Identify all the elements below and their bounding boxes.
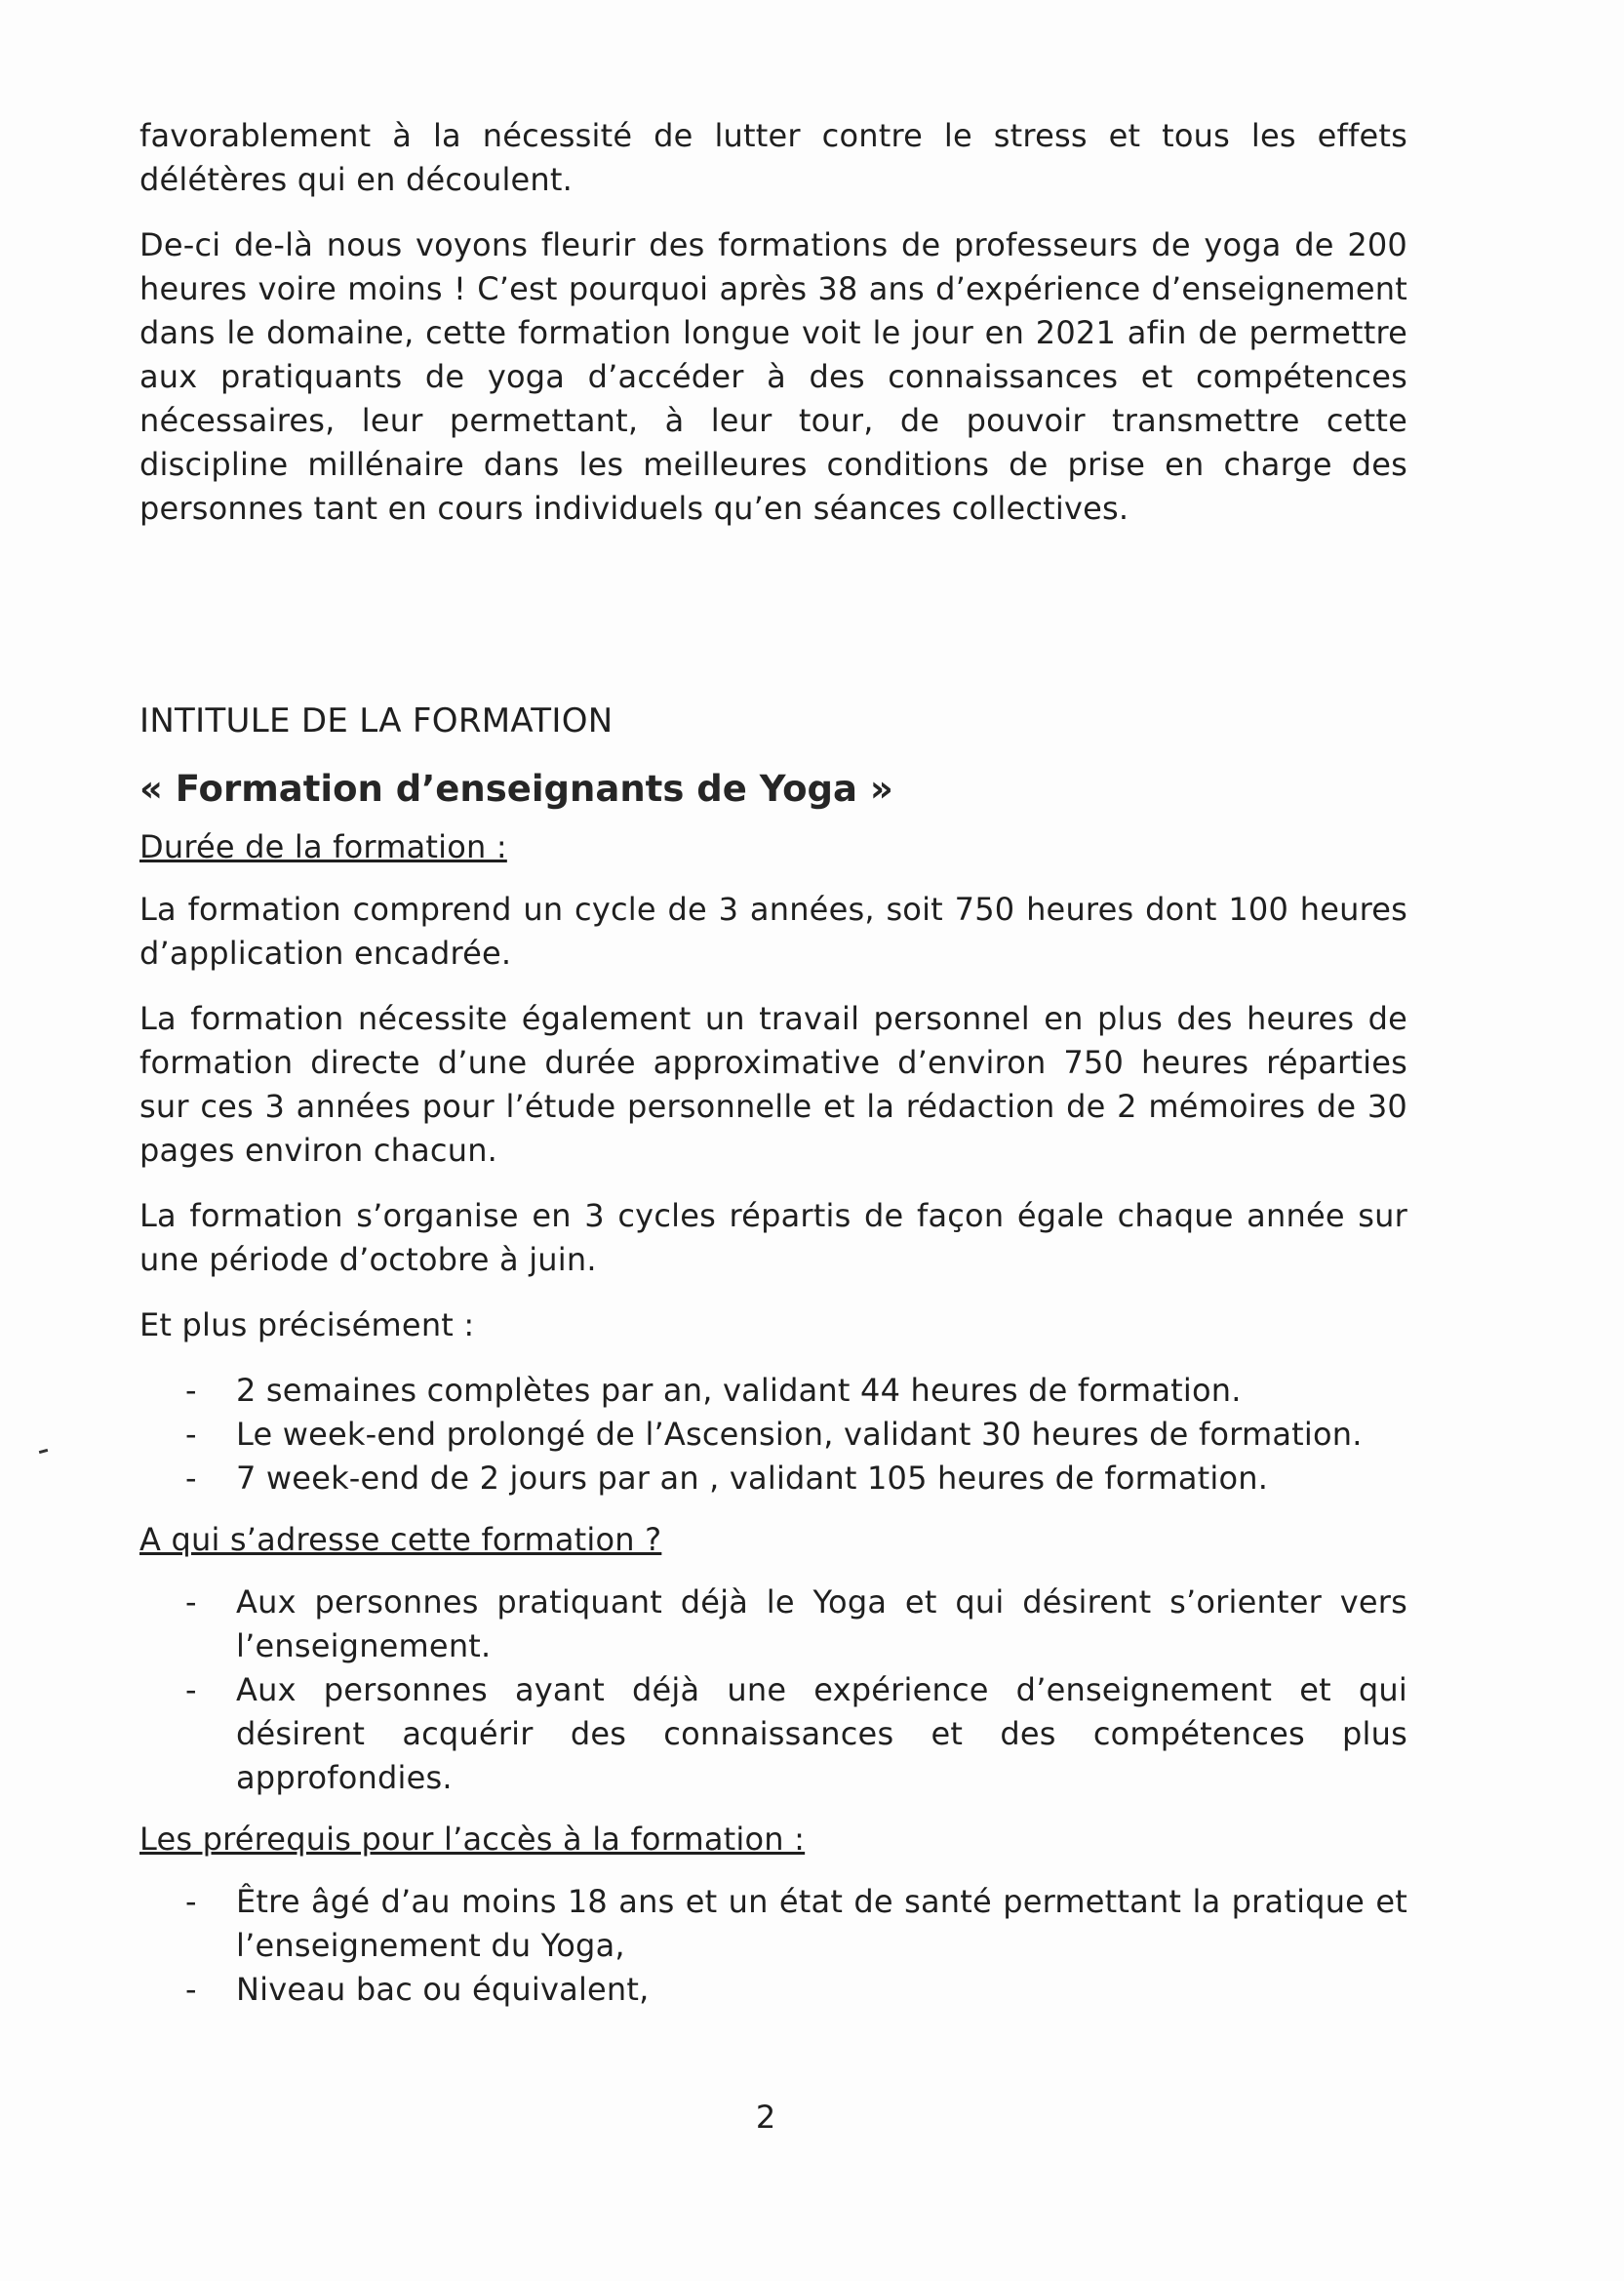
list-item bbox=[185, 1457, 1407, 1501]
list-item-text: 7 week-end de 2 jours par an , validant 105 heures de formation. bbox=[236, 1460, 1269, 1497]
list-item bbox=[185, 1668, 1407, 1800]
dash-bullet: - bbox=[185, 1671, 197, 1708]
duree-list bbox=[139, 1369, 1407, 1501]
intro-paragraph-2: De-ci de-là nous voyons fleurir des formations de professeurs de yoga de 200 heures voire moins ! C’est pourquoi après 38 ans d’expérience d’enseignement dans le domaine, cette formation longue voit le jour en 2021 afin de permettre aux pratiquants de yoga d’accéder à des connaissances et compétences nécessaires, leur permettant, à leur tour, de pouvoir transmettre cette discipline millénaire dans les meilleures conditions de prise en charge des personnes tant en cours individuels qu’en séances collectives. bbox=[139, 226, 1407, 527]
list-item-text: Aux personnes ayant déjà une expérience d’enseignement et qui désirent acquérir des connaissances et des compétences plus approfondies. bbox=[236, 1671, 1407, 1796]
list-item bbox=[185, 1369, 1407, 1413]
page-content bbox=[139, 114, 1407, 2029]
dash-bullet: - bbox=[185, 1583, 197, 1621]
list-item-text: Aux personnes pratiquant déjà le Yoga et qui désirent s’orienter vers l’enseignement. bbox=[236, 1583, 1407, 1664]
list-item bbox=[185, 1581, 1407, 1668]
dash-bullet: - bbox=[185, 1460, 197, 1497]
list-item bbox=[185, 1968, 1407, 2012]
formation-title: « Formation d’enseignants de Yoga » bbox=[139, 768, 893, 810]
duree-paragraph-2: La formation nécessite également un travail personnel en plus des heures de formation directe d’une durée approximative d’environ 750 heures réparties sur ces 3 années pour l’étude personnelle et la rédaction de 2 mémoires de 30 pages environ chacun. bbox=[139, 1000, 1407, 1169]
prerequis-list bbox=[139, 1880, 1407, 2012]
duree-paragraph-1: La formation comprend un cycle de 3 années, soit 750 heures dont 100 heures d’application encadrée. bbox=[139, 891, 1407, 972]
list-item-text: Le week-end prolongé de l’Ascension, validant 30 heures de formation. bbox=[236, 1416, 1363, 1453]
public-list bbox=[139, 1581, 1407, 1800]
dash-bullet: - bbox=[185, 1971, 197, 2008]
dash-bullet: - bbox=[185, 1372, 197, 1409]
dash-bullet: - bbox=[185, 1416, 197, 1453]
list-item-text: 2 semaines complètes par an, validant 44 heures de formation. bbox=[236, 1372, 1242, 1409]
list-item bbox=[185, 1413, 1407, 1457]
page-number: 2 bbox=[755, 2099, 776, 2136]
public-heading: A qui s’adresse cette formation ? bbox=[139, 1521, 662, 1558]
scan-mark bbox=[39, 1449, 48, 1454]
list-item bbox=[185, 1880, 1407, 1968]
duree-heading: Durée de la formation : bbox=[139, 828, 507, 865]
list-item-text: Être âgé d’au moins 18 ans et un état de santé permettant la pratique et l’enseignement du Yoga, bbox=[236, 1883, 1407, 1964]
list-item-text: Niveau bac ou équivalent, bbox=[236, 1971, 650, 2008]
section-title: INTITULE DE LA FORMATION bbox=[139, 701, 614, 740]
duree-paragraph-3: La formation s’organise en 3 cycles répartis de façon égale chaque année sur une période d’octobre à juin. bbox=[139, 1197, 1407, 1278]
section-spacer bbox=[139, 552, 1407, 699]
prerequis-heading: Les prérequis pour l’accès à la formation : bbox=[139, 1821, 806, 1858]
duree-paragraph-4: Et plus précisément : bbox=[139, 1306, 475, 1343]
intro-paragraph-1: favorablement à la nécessité de lutter contre le stress et tous les effets délétères qui en découlent. bbox=[139, 117, 1407, 198]
dash-bullet: - bbox=[185, 1883, 197, 1920]
